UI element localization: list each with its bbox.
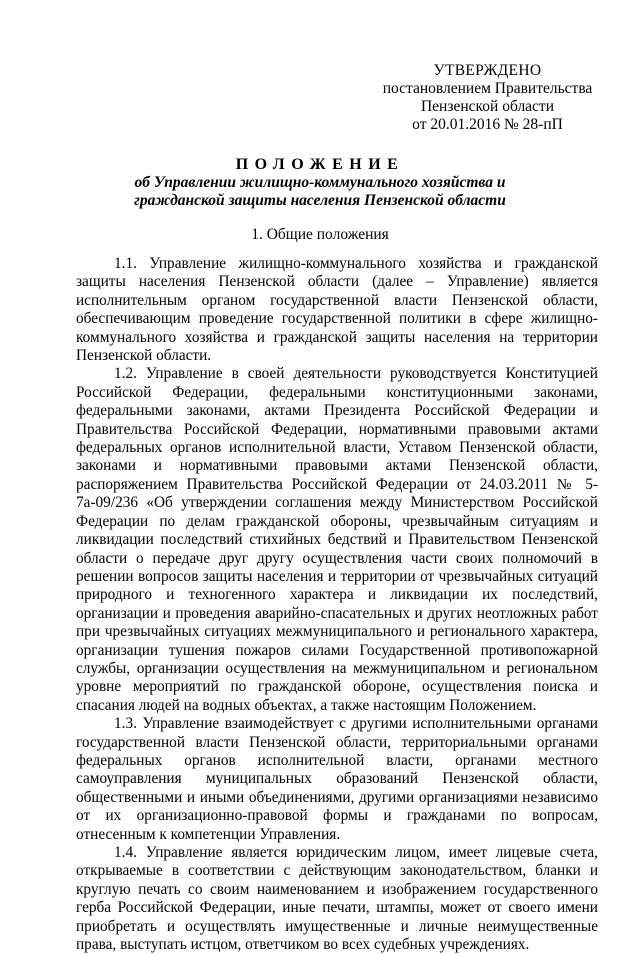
- document-kind-title: ПОЛОЖЕНИЕ: [235, 156, 405, 173]
- document-heading: [60, 156, 580, 210]
- document-subject-line-1: об Управлении жилищно-коммунального хозяйства и: [134, 174, 506, 191]
- paragraph-1-1: 1.1. Управление жилищно-коммунального хозяйства и гражданской защиты населения Пензенской области (далее – Управление) является исполнительным органом государственной власти Пензенской области, обеспечивающим проведение государственной политики в сфере жилищно-коммунального хозяйства и гражданской защиты населения на территории Пензенской области.: [76, 255, 598, 365]
- approval-line-3: от 20.01.2016 № 28-пП: [412, 116, 563, 133]
- paragraph-1-2: 1.2. Управление в своей деятельности руководствуется Конституцией Российской Федерации, федеральными конституционными законами, федеральными законами, актами Президента Российской Федерации и Правительства Российской Федерации, нормативными правовыми актами федеральных органов исполнительной власти, Уставом Пензенской области, законами и нормативными правовыми актами Пензенской области, распоряжением Правительства Российской Федерации от 24.03.2011 № 5-7а-09/236 «Об утверждении соглашения между Министерством Российской Федерации по делам гражданской обороны, чрезвычайным ситуациям и ликвидации последствий стихийных бедствий и Правительством Пензенской области о передаче друг другу осуществления части своих полномочий в решении вопросов защиты населения и территории от чрезвычайных ситуаций природного и техногенного характера и ликвидации их последствий, организации и проведения аварийно-спасательных и других неотложных работ при чрезвычайных ситуациях межмуниципального и регионального характера, организации тушения пожаров силами Государственной противопожарной службы, организации осуществления на межмуниципальном и региональном уровне мероприятий по гражданской обороне, осуществления поиска и спасания людей на водных объектах, а также настоящим Положением.: [76, 365, 598, 714]
- approval-stamp: [370, 62, 605, 134]
- section-title: 1. Общие положения: [251, 226, 389, 243]
- document-body: [76, 255, 598, 954]
- paragraph-1-3: 1.3. Управление взаимодействует с другими исполнительными органами государственной власти Пензенской области, территориальными органами федеральных органов исполнительной власти, органами местного самоуправления муниципальных образований Пензенской области, общественными и иными объединениями, другими организациями независимо от их организационно-правовой формы и гражданами по вопросам, отнесенным к компетенции Управления.: [76, 715, 598, 843]
- approval-title: УТВЕРЖДЕНО: [433, 62, 542, 79]
- document-subject-line-2: гражданской защиты населения Пензенской области: [134, 192, 506, 209]
- paragraph-1-4: 1.4. Управление является юридическим лицом, имеет лицевые счета, открываемые в соответствии с действующим законодательством, бланки и круглую печать со своим наименованием и изображением государственного герба Российской Федерации, иные печати, штампы, может от своего имени приобретать и осуществлять имущественные и личные неимущественные права, выступать истцом, ответчиком во всех судебных учреждениях.: [76, 844, 598, 954]
- approval-line-2: Пензенской области: [420, 98, 555, 115]
- approval-line-1: постановлением Правительства: [382, 80, 593, 97]
